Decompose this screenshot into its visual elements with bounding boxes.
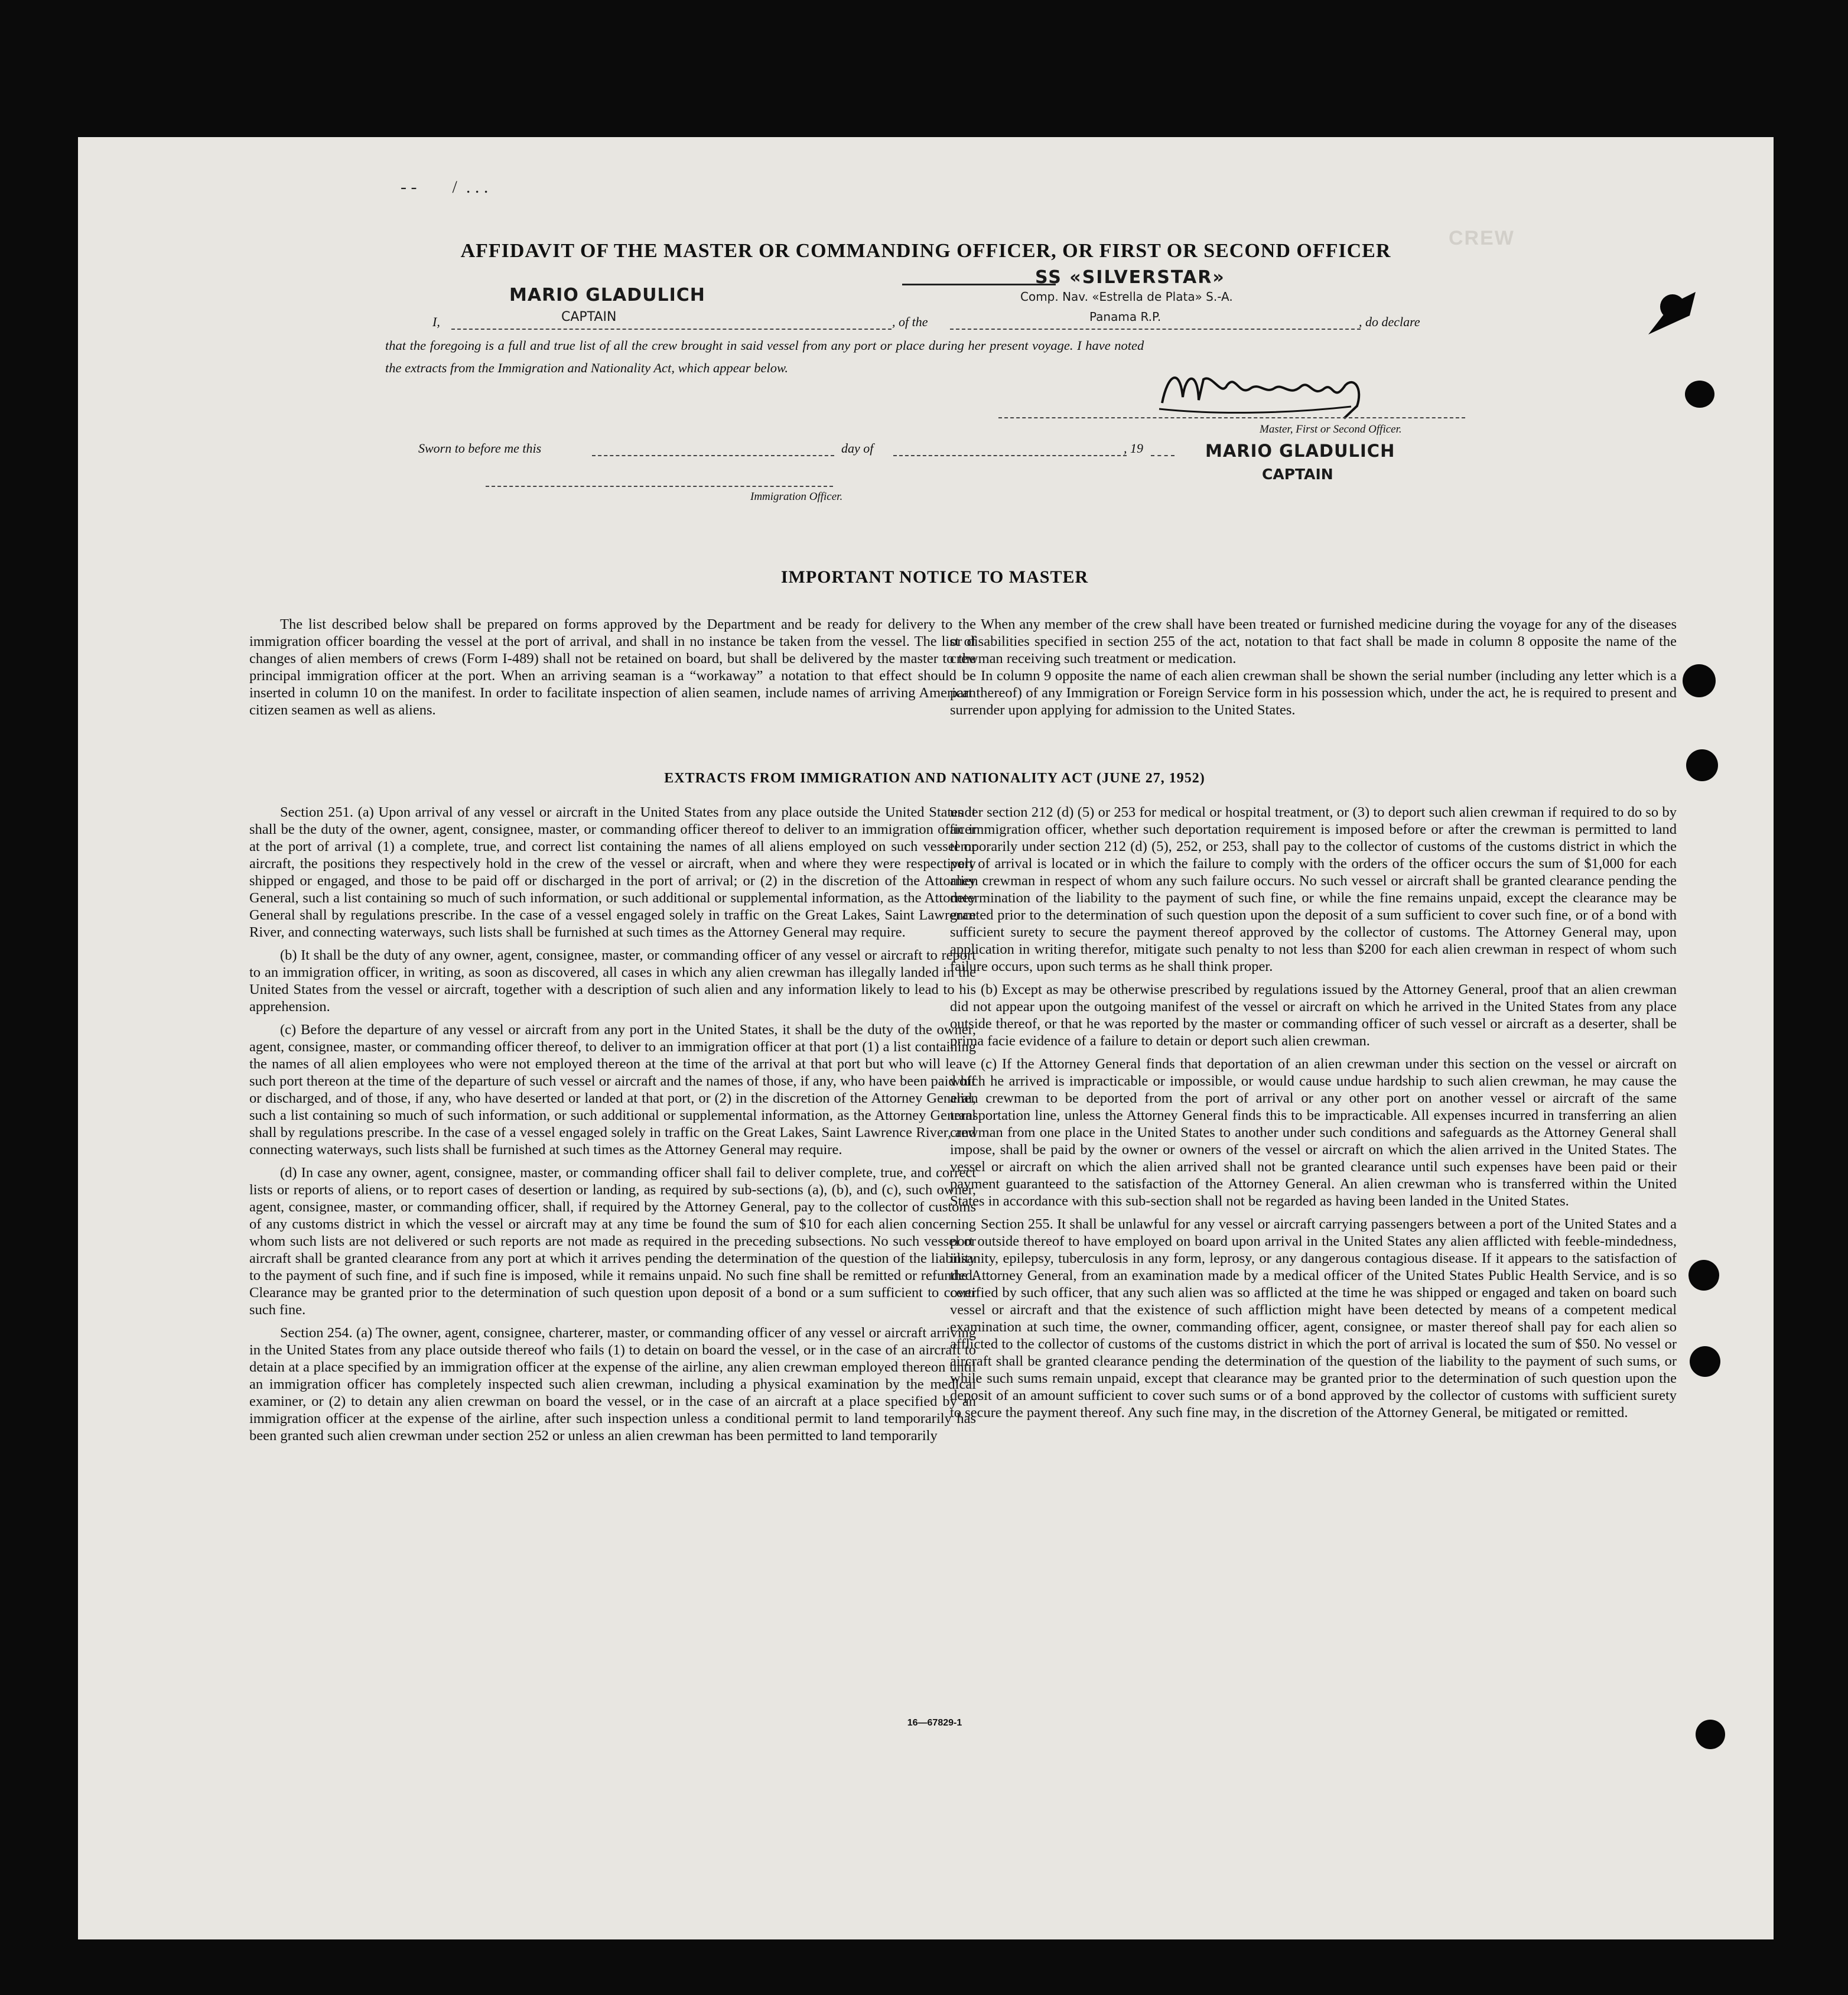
- extracts-right-column: [950, 804, 1677, 1427]
- punch-hole: [1686, 749, 1718, 781]
- affidavit-title: AFFIDAVIT OF THE MASTER OR COMMANDING OFFICER, OR FIRST OR SECOND OFFICER: [460, 240, 1391, 262]
- vessel-stamp: SS «SILVERSTAR»: [1035, 267, 1225, 288]
- name-stamp-2: MARIO GLADULICH: [1205, 441, 1395, 461]
- section-254-a: Section 254. (a) The owner, agent, consignee, charterer, master, or commanding officer of any vessel or aircraft arriving in the United States from any place outside thereof who fails (1) to detain on board the vessel, or in the case of an aircraft to detain at a place specified by an immigration officer at the expense of the airline, any alien crewman employed thereon until an immigration officer has completely inspected such alien crewman, including a physical examination by the medical examiner, or (2) to detain any alien crewman on board the vessel, or in the case of an aircraft at a place specified by an immigration officer at the expense of the airline, after such inspection unless a conditional permit to land temporarily has been granted such alien crewman under section 252 or unless an alien crewman has been permitted to land temporarily: [249, 1325, 976, 1444]
- i-label: I,: [432, 314, 440, 329]
- extracts-left-column: [249, 804, 976, 1450]
- year-line: [1151, 455, 1174, 456]
- officer-signature-line: [486, 486, 833, 487]
- name-field-line: [451, 329, 892, 330]
- notice-right-column: [950, 616, 1677, 719]
- day-of-label: day of: [841, 441, 874, 456]
- title-rule: [902, 284, 1056, 285]
- section-251-c: (c) Before the departure of any vessel or aircraft from any port in the United States, it shall be the duty of the owner, agent, consignee, master, or commanding officer thereof, to deliver to an immigration officer at that port (1) a list containing the names of all alien employees who were not employed thereon at the time of the arrival at that port but who will leave such port thereon at the time of the departure of such vessel or aircraft and the names of those, if any, who have been paid off or discharged, and of those, if any, who have deserted or landed at that port, or (2) in the discretion of the Attorney General, such a list containing so much of such information, or such additional or supplemental information, as the Attorney General shall by regulations prescribe. In the case of a vessel engaged solely in traffic on the Great Lakes, Saint Lawrence River, and connecting waterways, such lists shall be furnished at such times as the Attorney General may require.: [249, 1022, 976, 1158]
- sworn-date-line: [592, 455, 834, 456]
- extracts-title: EXTRACTS FROM IMMIGRATION AND NATIONALITY ACT (JUNE 27, 1952): [664, 771, 1205, 786]
- section-254-b: (b) Except as may be otherwise prescribed by regulations issued by the Attorney General, proof that an alien crewman did not appear upon the outgoing manifest of the vessel or aircraft on which he arrived in the United States from any place outside thereof, or that he was reported by the master or commanding officer of such vessel or aircraft as a deserter, shall be prima facie evidence of a failure to detain or deport such alien crewman.: [950, 982, 1677, 1049]
- section-255: Section 255. It shall be unlawful for any vessel or aircraft carrying passengers between a port of the United States and a port outside thereof to have employed on board upon arrival in the United States any alien afflicted with feeble-mindedness, insanity, epilepsy, tuberculosis in any form, leprosy, or any dangerous contagious disease. If it appears to the satisfaction of the Attorney General, from an examination made by a medical officer of the United States Public Health Service, and is so certified by such officer, that any such alien was so afflicted at the time he was shipped or engaged and taken on board such vessel or aircraft and that the existence of such affliction might have been detected by means of a competent medical examination at such time, the owner, commanding officer, agent, consignee, or master thereof shall pay for each alien so afflicted to the collector of customs of the customs district in which the port of arrival is located the sum of $50. No vessel or aircraft shall be granted clearance pending the determination of the question of the liability to the payment of such sums, or while such sums remain unpaid, except that clearance may be granted prior to the determination of such question upon the deposit of an amount sufficient to cover such sums or of a bond approved by the collector of customs with sufficient surety to secure the payment thereof. Any such fine may, in the discretion of the Attorney General, be mitigated or remitted.: [950, 1216, 1677, 1421]
- statement-line-2: the extracts from the Immigration and Nationality Act, which appear below.: [385, 360, 789, 375]
- rank-stamp: CAPTAIN: [561, 310, 617, 324]
- rank-stamp-2: CAPTAIN: [1262, 466, 1333, 483]
- section-251-d: (d) In case any owner, agent, consignee, master, or commanding officer shall fail to deliver complete, true, and correct lists or reports of aliens, or to report cases of desertion or landing, as required by sub-sections (a), (b), and (c), such owner, agent, consignee, master, or commanding officer, shall, if required by the Attorney General, pay to the collector of customs of any customs district in which the vessel or aircraft may at any time be found the sum of $10 for each alien concerning whom such lists are not delivered or such reports are not made as required in the preceding subsections. No such vessel or aircraft shall be granted clearance from any port at which it arrives pending the determination of the question of the liability to the payment of such fine, and if such fine is imposed, while it remains unpaid. No such fine shall be remitted or refunded. Clearance may be granted prior to the determination of such question upon deposit of a bond or a sum sufficient to cover such fine.: [249, 1165, 976, 1318]
- master-signature: [1156, 362, 1381, 421]
- name-stamp: MARIO GLADULICH: [509, 285, 705, 306]
- section-254-c: (c) If the Attorney General finds that deportation of an alien crewman under this section on the vessel or aircraft on which he arrived is impracticable or impossible, or would cause undue hardship to such alien crewman, he may cause the alien crewman to be deported from the port of arrival or any other port on another vessel or aircraft of the same transportation line, unless the Attorney General finds this to be impracticable. All expenses incurred in transferring an alien crewman from one place in the United States to another under such conditions and safeguards as the Attorney General shall impose, shall be paid by the owner or owners of the vessel or aircraft on which the alien arrived in the United States. The vessel or aircraft on which the alien arrived shall not be granted clearance until such expenses have been paid or their payment guaranteed to the satisfaction of the Attorney General. An alien crewman who is transferred within the United States in accordance with this sub-section shall not be regarded as having been landed in the United States.: [950, 1056, 1677, 1209]
- year-label: , 19: [1124, 441, 1143, 456]
- punch-hole: [1683, 664, 1716, 697]
- notice-paragraph: The list described below shall be prepared on forms approved by the Department and be ready for delivery to the immigration officer boarding the vessel at the port of arrival, and shall in no instance be taken from the vessel. The list of changes of alien members of crews (Form I-489) shall not be retained on board, but shall be delivered by the master to the principal immigration officer at the port. When an arriving seaman is a “workaway” a notation to that effect should be inserted in column 10 on the manifest. In order to facilitate inspection of alien seamen, include names of arriving American citizen seamen as well as aliens.: [249, 616, 976, 718]
- section-254-a-cont: under section 212 (d) (5) or 253 for medical or hospital treatment, or (3) to deport such alien crewman if required to do so by an immigration officer, whether such deportation requirement is imposed before or after the crewman is permitted to land temporarily under section 212 (d) (5), 252, or 253, shall pay to the collector of customs of the customs district in which the port of arrival is located or in which the failure to comply with the orders of the officer occurs the sum of $1,000 for each alien crewman in respect of whom any such failure occurs. No such vessel or aircraft shall be granted clearance pending the determination of the liability to the payment of such fine, or while the fine remains unpaid, except the clearance may be granted prior to the determination of such question upon the deposit of a sum sufficient to cover such fine, or of a bond with sufficient surety to secure the payment thereof approved by the collector of customs. The Attorney General may, upon application in writing therefor, mitigate such penalty to not less than $200 for each alien crewman in respect of whom such failure occurs, upon such terms as he shall think proper.: [950, 804, 1677, 974]
- notice-paragraph: In column 9 opposite the name of each alien crewman shall be shown the serial number (including any letter which is a part thereof) of any Immigration or Foreign Service form in his possession which, under the act, he is required to present and surrender upon applying for admission to the United States.: [950, 668, 1677, 718]
- punch-hole: [1690, 1346, 1720, 1377]
- torn-corner-mark: [1648, 292, 1696, 334]
- signature-caption: Master, First or Second Officer.: [1260, 423, 1402, 436]
- notice-paragraph: When any member of the crew shall have been treated or furnished medicine during the voyage for any of the diseases or disabilities specified in section 255 of the act, notation to that fact shall be made in column 8 opposite the name of the crewman receiving such treatment or medication.: [950, 616, 1677, 667]
- do-declare-label: , do declare: [1359, 314, 1420, 329]
- bleed-through-text: CREW: [1449, 227, 1515, 249]
- signature-line: [998, 417, 1465, 418]
- company-stamp: Comp. Nav. «Estrella de Plata» S.-A.: [1020, 290, 1233, 304]
- section-251-a: Section 251. (a) Upon arrival of any vessel or aircraft in the United States from any place outside the United States it shall be the duty of the owner, agent, consignee, master, or commanding officer thereof to deliver to an immigration officer at the port of arrival (1) a complete, true, and correct list containing the names of all aliens employed on such vessel or aircraft, the positions they respectively hold in the crew of the vessel or aircraft, when and where they were respectively shipped or engaged, and those to be paid off or discharged in the port of arrival; or (2) in the discretion of the Attorney General, such a list containing so much of such information, or such additional or supplemental information, as the Attorney General shall by regulations prescribe. In the case of a vessel engaged solely in traffic on the Great Lakes, Saint Lawrence River, and connecting waterways, such lists shall be furnished at such times as the Attorney General may require.: [249, 804, 976, 940]
- vessel-field-line: [950, 329, 1361, 330]
- punch-hole: [1688, 1260, 1719, 1291]
- form-code: 16—67829-1: [907, 1718, 962, 1728]
- section-251-b: (b) It shall be the duty of any owner, agent, consignee, master, or commanding officer of any vessel or aircraft to report to an immigration officer, in writing, as soon as discovered, all cases in which any alien crewman has illegally landed in the United States from the vessel or aircraft, together with a description of such alien and any information likely to lead to his apprehension.: [249, 947, 976, 1015]
- document-page: [78, 137, 1774, 1939]
- notice-title: IMPORTANT NOTICE TO MASTER: [780, 567, 1089, 587]
- port-stamp: Panama R.P.: [1089, 310, 1161, 324]
- stray-marks: - - / . . .: [401, 177, 489, 197]
- sworn-label: Sworn to before me this: [418, 441, 542, 456]
- statement-line-1: that the foregoing is a full and true list of all the crew brought in said vessel from any port or place during her present voyage. I have noted: [385, 338, 1144, 353]
- month-line: [893, 455, 1127, 456]
- notice-left-column: [249, 616, 976, 719]
- punch-hole: [1685, 381, 1714, 408]
- punch-hole: [1696, 1720, 1725, 1749]
- of-the-label: , of the: [892, 314, 928, 329]
- officer-caption: Immigration Officer.: [750, 490, 843, 503]
